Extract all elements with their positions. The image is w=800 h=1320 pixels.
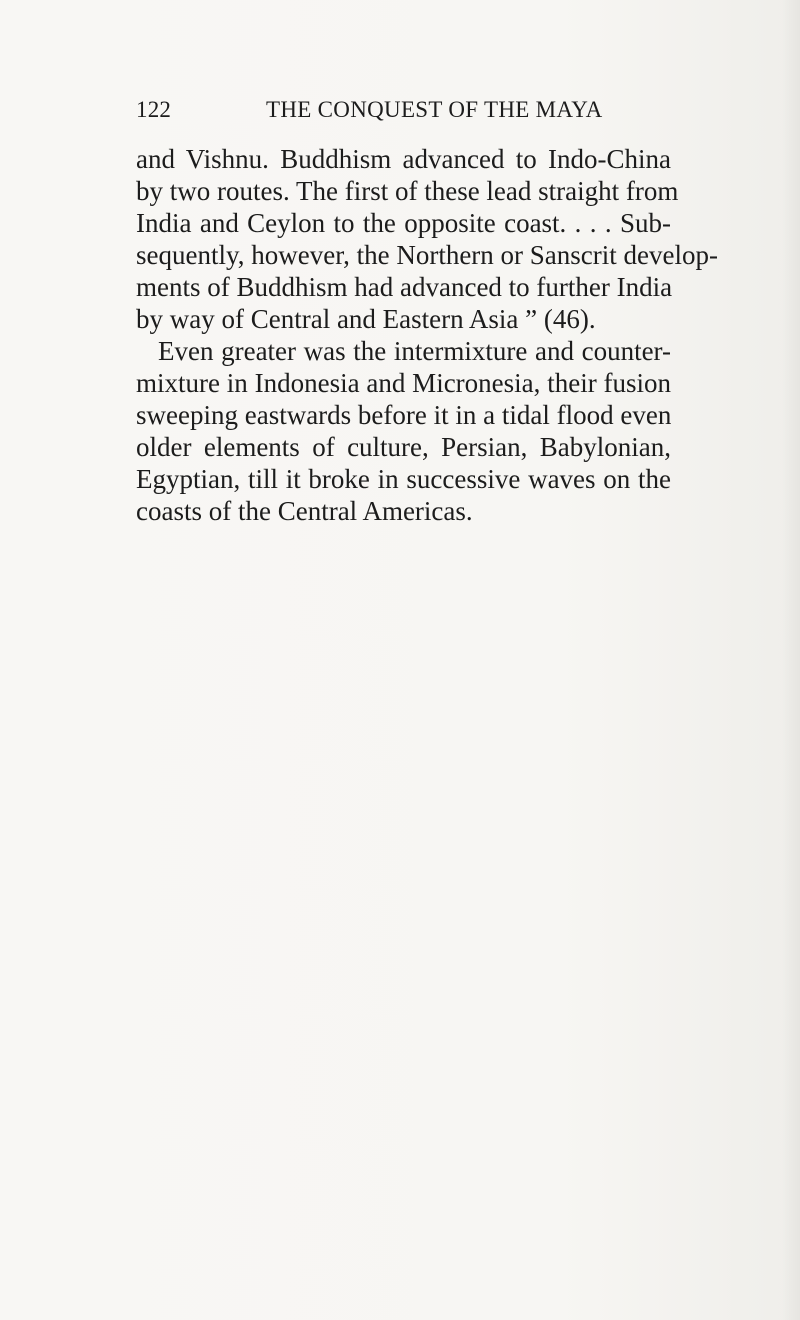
text-line: Even greater was the intermixture and counter- [158, 336, 671, 366]
running-head [136, 97, 666, 127]
page-number: 122 [136, 97, 172, 122]
text-line: India and Ceylon to the opposite coast. . . . Sub- [136, 208, 671, 238]
body-text [136, 143, 718, 527]
page-edge-shadow [782, 0, 800, 1320]
text-line: Egyptian, till it broke in successive waves on the [136, 464, 671, 494]
text-line: ments of Buddhism had advanced to further India [136, 272, 673, 302]
text-line: by way of Central and Eastern Asia ” (46). [136, 304, 596, 334]
text-line: sequently, however, the Northern or Sanscrit develop- [136, 240, 718, 270]
text-line: mixture in Indonesia and Micronesia, their fusion [136, 368, 671, 398]
text-line: coasts of the Central Americas. [136, 496, 473, 526]
text-line: sweeping eastwards before it in a tidal flood even [136, 400, 672, 430]
text-line: older elements of culture, Persian, Babylonian, [136, 432, 671, 462]
text-line: by two routes. The first of these lead straight from [136, 176, 679, 206]
running-title: THE CONQUEST OF THE MAYA [266, 97, 603, 122]
text-line: and Vishnu. Buddhism advanced to Indo-China [136, 144, 671, 174]
